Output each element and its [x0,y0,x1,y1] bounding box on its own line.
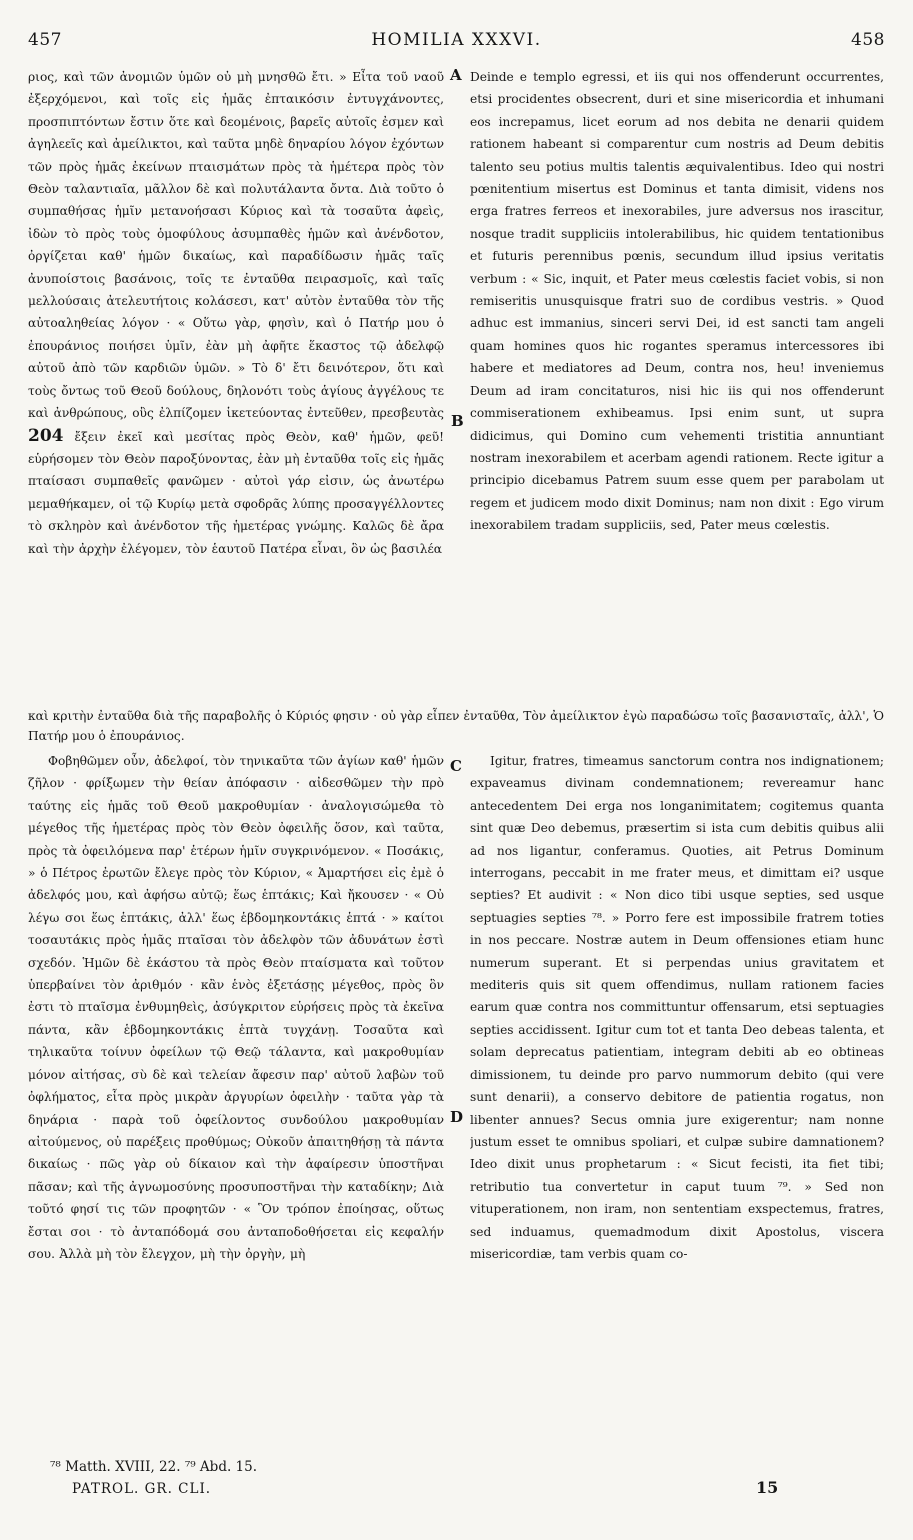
greek-text-part-1: ριος, καὶ τῶν ἀνομιῶν ὑμῶν οὐ μὴ μνησθῶ ἔτι. » Εἶτα τοῦ ναοῦ ἐξερχόμενοι, καὶ τοῖς εἰς ἡμᾶς ἐπταικόσιν ἐντυγχάνοντες, προσπιπτόντων ἔστιν ὅτε καὶ δεομένοις, βαρεῖς αὐτοῖς ἐσμεν καὶ ἀγηλεεῖς καὶ ἀμείλικτοι, καὶ ταῦτα μηδὲ δηναρίου λόγον ἐχόντων τῶν πρὸς ἡμᾶς ἐκείνων πταισμάτων πρὸς τὰ ἡμέτερα πρὸς τὸν Θεὸν ταλαντιαῖα, μᾶλλον δὲ καὶ πολυτάλαντα ὄντα. Διὰ τοῦτο ὁ συμπαθήσας ἡμῖν μετανοήσασι Κύριος καὶ τὰ τοσαῦτα ἀφεὶς, ἰδὼν τὸ πρὸς τοὺς ὁμοφύλους ἀσυμπαθὲς ἡμῶν καὶ ἀνένδοτον, ὀργίζεται καθ' ἡμῶν δικαίως, καὶ παραδίδωσιν ἡμᾶς ταῖς ἀνυποίστοις βασάνοις, τοῖς τε ἐνταῦθα πειρασμοῖς, καὶ ταῖς μελλούσαις ἀτελευτήτοις κολάσεσι, κατ' αὐτὸν ἐνταῦθα τὸν τῆς αὐτοαληθείας λόγον · « Οὕτω γὰρ, φησὶν, καὶ ὁ Πατήρ μου ὁ ἐπουράνιος ποιήσει ὑμῖν, ἐὰν μὴ ἀφῆτε ἕκαστος τῷ ἀδελφῷ αὐτοῦ ἀπὸ τῶν καρδιῶν ὑμῶν. » Τὸ δ' ἔτι δεινότερον, ὅτι καὶ τοὺς ὄντως τοῦ Θεοῦ δούλους, δηλονότι τοὺς ἁγίους ἀγγέλους τε καὶ ἀνθρώπους, οὓς ἐλπίζομεν ἱκετεύοντας ἐντεῦθεν, πρεσβευτὰς [28,70,444,421]
signature-mark: 15 [756,1478,779,1497]
latin-paragraph-2: Igitur, fratres, timeamus sanctorum contra nos indignationem; expaveamus divinam condemnationem; revereamur hanc antecedentem Dei erga nos longanimitatem; cogitemus quanta sint quæ Deo debemus, præsertim si ista cum debitis quibus alii ad nos ligantur, conferamus. Quoties, ait Petrus Dominum interrogans, peccabit in me frater meus, et dimittam ei? usque septies? Et audivit : « Non dico tibi usque septies, sed usque septuagies septies ⁷⁸. » Porro fere est impossibile fratrem toties in nos peccare. Nostræ autem in Deum offensiones etiam hunc numerum superant. Et si perpendas unius gravitatem et mediteris quis sit quem offendimus, nullam rationem facies earum quæ contra nos committuntur offensarum, etsi septuagies septies accidissent. Igitur cum tot et tanta Deo debeas talenta, et solam deprecatus patientiam, integram debiti ab eo obtineas dimissionem, tu deinde pro parvo nummorum debito (qui vere sunt denarii), a conservo debitore de patientia rogatus, non libenter annues? Secus omnia jure exigerentur; nam nonne justum esset te omnibus spoliari, et culpæ subire damnationem? Ideo dixit unus prophetarum : « Sicut fecisti, ita fiet tibi; retributio tua convertetur in caput tuum ⁷⁹. » Sed non vituperationem, non iram, non sententiam exspectemus, fratres, sed induamus, quemadmodum dixit Apostolus, viscera misericordiæ, tam verbis quam co- [470,754,884,1261]
spanning-text: καὶ κριτὴν ἐνταῦθα διὰ τῆς παραβολῆς ὁ Κύριός φησιν · οὐ γὰρ εἶπεν ἐνταῦθα, Τὸν ἀμείλικτον ἐγὼ παραδώσω τοῖς βασανισταῖς, ἀλλ', Ὁ Πατήρ μου ὁ ἐπουράνιος. [28,709,884,744]
series-title: PATROL. GR. CLI. [72,1481,212,1497]
margin-marker-c: C [450,757,462,775]
running-title: HOMILIA XXXVI. [371,30,542,50]
latin-column-top [470,66,884,716]
greek-column-bottom [28,750,444,1440]
latin-paragraph-1: Deinde e templo egressi, et iis qui nos offenderunt occurrentes, etsi procidentes obsecrent, duri et sine misericordia et inhumani eos increpamus, licet eorum ad nos debita ne denarii quidem rationem habeant si comparentur cum nostris ad Deum debitis talento seu potius multis talentis æquivalentibus. Ideo qui nostri pœnitentium misertus est Dominus et tanta dimisit, videns nos erga fratres ferreos et inexorabiles, jure adversus nos irascitur, nosque tradit suppliciis intolerabilibus, hic quidem tentationibus et futuris perennibus pœnis, secundum illud ipsius veritatis verbum : « Sic, inquit, et Pater meus cœlestis faciet vobis, si non remiseritis unusquisque fratri suo de cordibus vestris. » Quod adhuc est immanius, sinceri servi Dei, id est sancti tam angeli quam homines quos hic rogantes speramus intercessores ibi habere et mediatores ad Deum, contra nos, heu! inveniemus Deum ad iram concitaturos, nisi hic iis qui nos offenderunt commiserationem exhibeamus. Ipsi enim sunt, ut supra didicimus, qui Domino cum vehementi tristitia annuntiant nostram inexorabilem et acerbam agendi rationem. Recte igitur a principio dicebamus Patrem suum esse quem per parabolam ut regem et judicem modo dixit Dominus; nam non dixit : Ego virum inexorabilem tradam suppliciis, sed, Pater meus cœlestis. [470,70,884,533]
margin-marker-b: B [451,412,464,430]
page-number-right: 458 [851,30,885,50]
greek-text-part-2: ἔξειν ἐκεῖ καὶ μεσίτας πρὸς Θεὸν, καθ' ἡμῶν, φεῦ! εὑρήσομεν τὸν Θεὸν παροξύνοντας, ἐὰν μὴ ἐνταῦθα τοῖς εἰς ἡμᾶς πταίσασι συμπαθεῖς φανῶμεν · αὐτοὶ γάρ εἰσιν, ὡς ἀνωτέρω μεμαθήκαμεν, οἱ τῷ Κυρίῳ μετὰ σφοδρᾶς λύπης προσαγγέλλοντες τὸ σκληρὸν καὶ ἀνένδοτον τῆς ἡμετέρας γνώμης. Καλῶς δὲ ἄρα καὶ τὴν ἀρχὴν ἐλέγομεν, τὸν ἑαυτοῦ Πατέρα εἶναι, ὃν ὡς βασιλέα [28,429,444,556]
greek-paragraph-1 [28,66,444,560]
greek-paragraph-2: Φοβηθῶμεν οὖν, ἀδελφοί, τὸν τηνικαῦτα τῶν ἁγίων καθ' ἡμῶν ζῆλον · φρίξωμεν τὴν θείαν ἀπόφασιν · αἰδεσθῶμεν τὴν πρὸ ταύτης εἰς ἡμᾶς τοῦ Θεοῦ μακροθυμίαν · ἀναλογισώμεθα τὸ μέγεθος τῆς ἡμετέρας πρὸς τὸν Θεὸν ὀφειλῆς ὅσον, καὶ ταῦτα, πρὸς τὰ ὀφειλόμενα παρ' ἑτέρων ἡμῖν συγκρινόμενον. « Ποσάκις, » ὁ Πέτρος ἐρωτῶν ἔλεγε πρὸς τὸν Κύριον, « Ἁμαρτήσει εἰς ἐμὲ ὁ ἀδελφός μου, καὶ ἀφήσω αὐτῷ; ἕως ἑπτάκις; Καὶ ἤκουσεν · « Οὐ λέγω σοι ἕως ἑπτάκις, ἀλλ' ἕως ἑβδομηκοντάκις ἑπτά · » καίτοι τοσαυτάκις πρὸς ἡμᾶς πταῖσαι τὸν ἀδελφὸν τῶν ἀδυνάτων ἐστὶ σχεδόν. Ἡμῶν δὲ ἑκάστου τὰ πρὸς Θεὸν πταίσματα καὶ τοῦτον ὑπερβαίνει τὸν ἀριθμόν · κἂν ἑνὸς ἐξετάσῃς μέγεθος, πρὸς ὃν ἐστι τὸ πταῖσμα ἐνθυμηθεὶς, ἀσύγκριτον εὑρήσεις πρὸς τὰ ἐκεῖνα πάντα, κἂν ἑβδομηκοντάκις ἑπτὰ τυγχάνῃ. Τοσαῦτα καὶ τηλικαῦτα τοίνυν ὀφείλων τῷ Θεῷ τάλαντα, καὶ μακροθυμίαν μόνον αἰτήσας, σὺ δὲ καὶ τελείαν ἄφεσιν παρ' αὐτοῦ λαβὼν τοῦ ὀφλήματος, εἶτα πρὸς μικρὰν ἀργυρίων ὀφειλὴν · ταῦτα γὰρ τὰ δηνάρια · παρὰ τοῦ ὀφείλοντος συνδούλου μακροθυμίαν αἰτούμενος, οὐ παρέξεις προθύμως; Οὐκοῦν ἀπαιτηθήσῃ τὰ πάντα δικαίως · πῶς γὰρ οὐ δίκαιον καὶ τὴν ἀφαίρεσιν ὑποστῆναι πᾶσαν; καὶ τῆς ἀγνωμοσύνης προσυποστῆναι τὴν καταδίκην; Διὰ τοῦτό φησί τις τῶν προφητῶν · « Ὃν τρόπον ἐποίησας, οὕτως ἔσται σοι · τὸ ἀνταπόδομά σου ἀνταποδοθήσεται εἰς κεφαλήν σου. Ἀλλὰ μὴ τὸν ἔλεγχον, μὴ τὴν ὀργὴν, μὴ [28,754,444,1261]
column-number: 204 [28,425,64,446]
footnotes [50,1456,450,1500]
page-header [28,30,885,60]
footnote-references: ⁷⁸ Matth. XVIII, 22. ⁷⁹ Abd. 15. [50,1459,258,1475]
margin-marker-d: D [450,1108,464,1126]
latin-column-bottom [470,750,884,1440]
greek-column-top [28,66,444,716]
spanning-greek-line [28,706,884,746]
margin-marker-a: A [450,66,462,84]
page-number-left: 457 [28,30,62,50]
